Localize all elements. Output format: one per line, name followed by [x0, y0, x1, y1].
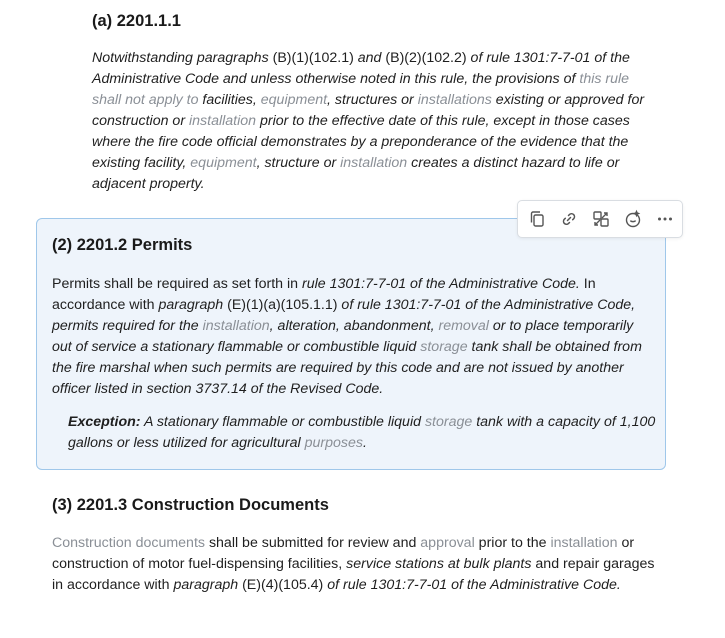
section-2201-3	[52, 496, 662, 596]
section-heading: (a) 2201.1.1	[92, 12, 181, 30]
section-body: Notwithstanding paragraphs (B)(1)(102.1) and (B)(2)(102.2) of rule 1301:7-7-01 of the Administrative Code and unless otherwise noted in this rule, the provisions of this rule shall not apply to facilities, equipment, structures or installations existing or approved for construction or installation prior to the effective date of this rule, except in those cases where the fire code official demonstrates by a preponderance of the evidence that the existing facility, equipment, structure or installation creates a distinct hazard to life or adjacent property.	[92, 50, 645, 192]
defined-term-link[interactable]: purposes	[304, 435, 363, 451]
copy-button[interactable]	[526, 208, 548, 230]
exception-note: Exception: A stationary flammable or combustible liquid storage tank with a capacity of 1,100 gallons or less utilized for agricultural purposes.	[68, 414, 656, 451]
defined-term-link[interactable]: this rule shall not apply to	[92, 71, 630, 108]
more-icon	[655, 209, 675, 229]
section-2201-1-1	[92, 12, 662, 195]
copy-link-button[interactable]	[558, 208, 580, 230]
exception-label: Exception:	[68, 414, 141, 430]
defined-term-link[interactable]: installation	[340, 155, 408, 171]
section-heading: (2) 2201.2 Permits	[52, 236, 193, 254]
ai-assist-button[interactable]	[622, 208, 644, 230]
defined-term-link[interactable]: storage	[420, 339, 468, 355]
defined-term-link[interactable]: installation	[550, 535, 618, 551]
defined-term-link[interactable]: Construction documents	[52, 535, 205, 551]
compare-button[interactable]	[590, 208, 612, 230]
defined-term-link[interactable]: equipment	[190, 155, 257, 171]
section-body: Construction documents shall be submitted for review and approval prior to the installation or construction of motor fuel-dispensing facilities, service stations at bulk plants and repair garages in accordance with paragraph (E)(4)(105.4) of rule 1301:7-7-01 of the Administrative Code.	[52, 535, 655, 593]
ai-assist-icon	[623, 209, 643, 229]
copy-icon	[527, 209, 547, 229]
section-action-toolbar	[517, 200, 683, 238]
more-options-button[interactable]	[654, 208, 676, 230]
defined-term-link[interactable]: installations	[417, 92, 492, 108]
selected-section-card[interactable]	[36, 218, 666, 470]
compare-icon	[591, 209, 611, 229]
section-body: Permits shall be required as set forth in rule 1301:7-7-01 of the Administrative Code. In accordance with paragraph (E)(1)(a)(105.1.1) of rule 1301:7-7-01 of the Administrative Code, permits required for the installation, alteration, abandonment, removal or to place temporarily out of service a stationary flammable or combustible liquid storage tank shall be obtained from the fire marshal when such permits are required by this code and are not issued by another officer listed in section 3737.14 of the Revised Code.	[52, 276, 642, 397]
defined-term-link[interactable]: storage	[424, 414, 473, 430]
section-heading: (3) 2201.3 Construction Documents	[52, 496, 329, 514]
link-icon	[559, 209, 579, 229]
defined-term-link[interactable]: removal	[438, 318, 489, 334]
defined-term-link[interactable]: equipment	[260, 92, 328, 108]
defined-term-link[interactable]: installation	[189, 113, 257, 129]
defined-term-link[interactable]: approval	[420, 535, 475, 551]
defined-term-link[interactable]: installation	[202, 318, 270, 334]
